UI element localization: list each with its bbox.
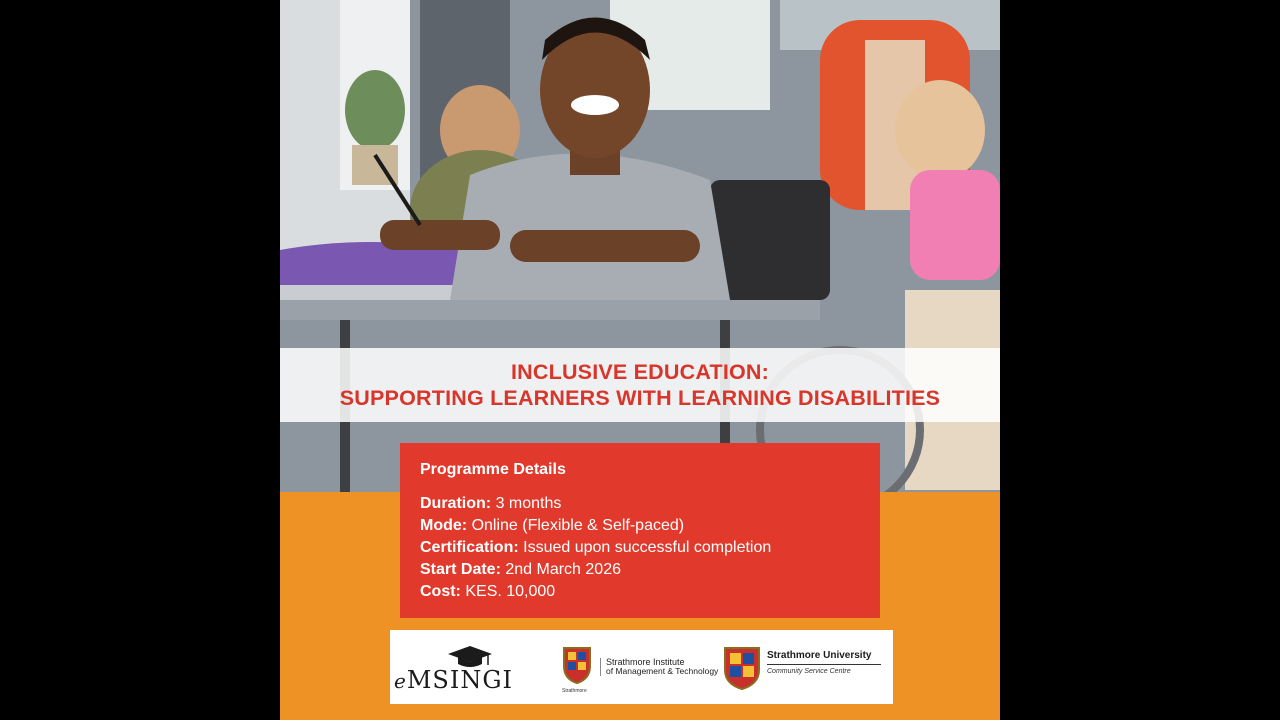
- detail-mode: [420, 515, 880, 537]
- institute-name: [600, 658, 718, 676]
- graduation-cap-icon: [448, 646, 492, 668]
- emsingi-wordmark: [394, 666, 513, 694]
- detail-cost: [420, 581, 880, 603]
- university-crest-icon: [723, 646, 761, 690]
- institute-line-1: Strathmore Institute: [606, 657, 685, 667]
- detail-label: Certification:: [420, 539, 519, 556]
- detail-value: Online (Flexible & Self-paced): [471, 517, 685, 534]
- detail-label: Cost:: [420, 583, 461, 600]
- detail-value: KES. 10,000: [465, 583, 556, 600]
- institute-crest-label: Strathmore: [562, 688, 587, 694]
- crest-icon: [562, 646, 592, 684]
- detail-value: 3 months: [495, 495, 562, 512]
- detail-label: Start Date:: [420, 561, 501, 578]
- university-subtitle: Community Service Centre: [767, 668, 851, 675]
- university-divider: [767, 664, 881, 665]
- detail-label: Duration:: [420, 495, 492, 512]
- detail-value: Issued upon successful completion: [523, 539, 772, 556]
- poster: [280, 0, 1000, 720]
- emsingi-e: e: [394, 669, 407, 693]
- programme-details-box: [400, 443, 880, 618]
- university-name: Strathmore University: [767, 650, 872, 661]
- detail-duration: [420, 493, 880, 515]
- emsingi-logo: [394, 648, 534, 694]
- strathmore-institute-logo: [562, 646, 719, 696]
- title-band: [280, 348, 1000, 422]
- strathmore-university-logo: [723, 646, 888, 694]
- institute-line-2: of Management & Technology: [606, 666, 719, 676]
- title-line-2: SUPPORTING LEARNERS WITH LEARNING DISABILITIES: [339, 386, 941, 410]
- emsingi-rest: MSINGI: [406, 666, 513, 694]
- programme-details-heading: Programme Details: [420, 461, 566, 478]
- partner-logos-bar: [390, 630, 893, 704]
- detail-label: Mode:: [420, 517, 468, 534]
- detail-value: 2nd March 2026: [505, 561, 621, 578]
- detail-certification: [420, 537, 880, 559]
- title-line-1: INCLUSIVE EDUCATION:: [510, 360, 770, 384]
- detail-start-date: [420, 559, 880, 581]
